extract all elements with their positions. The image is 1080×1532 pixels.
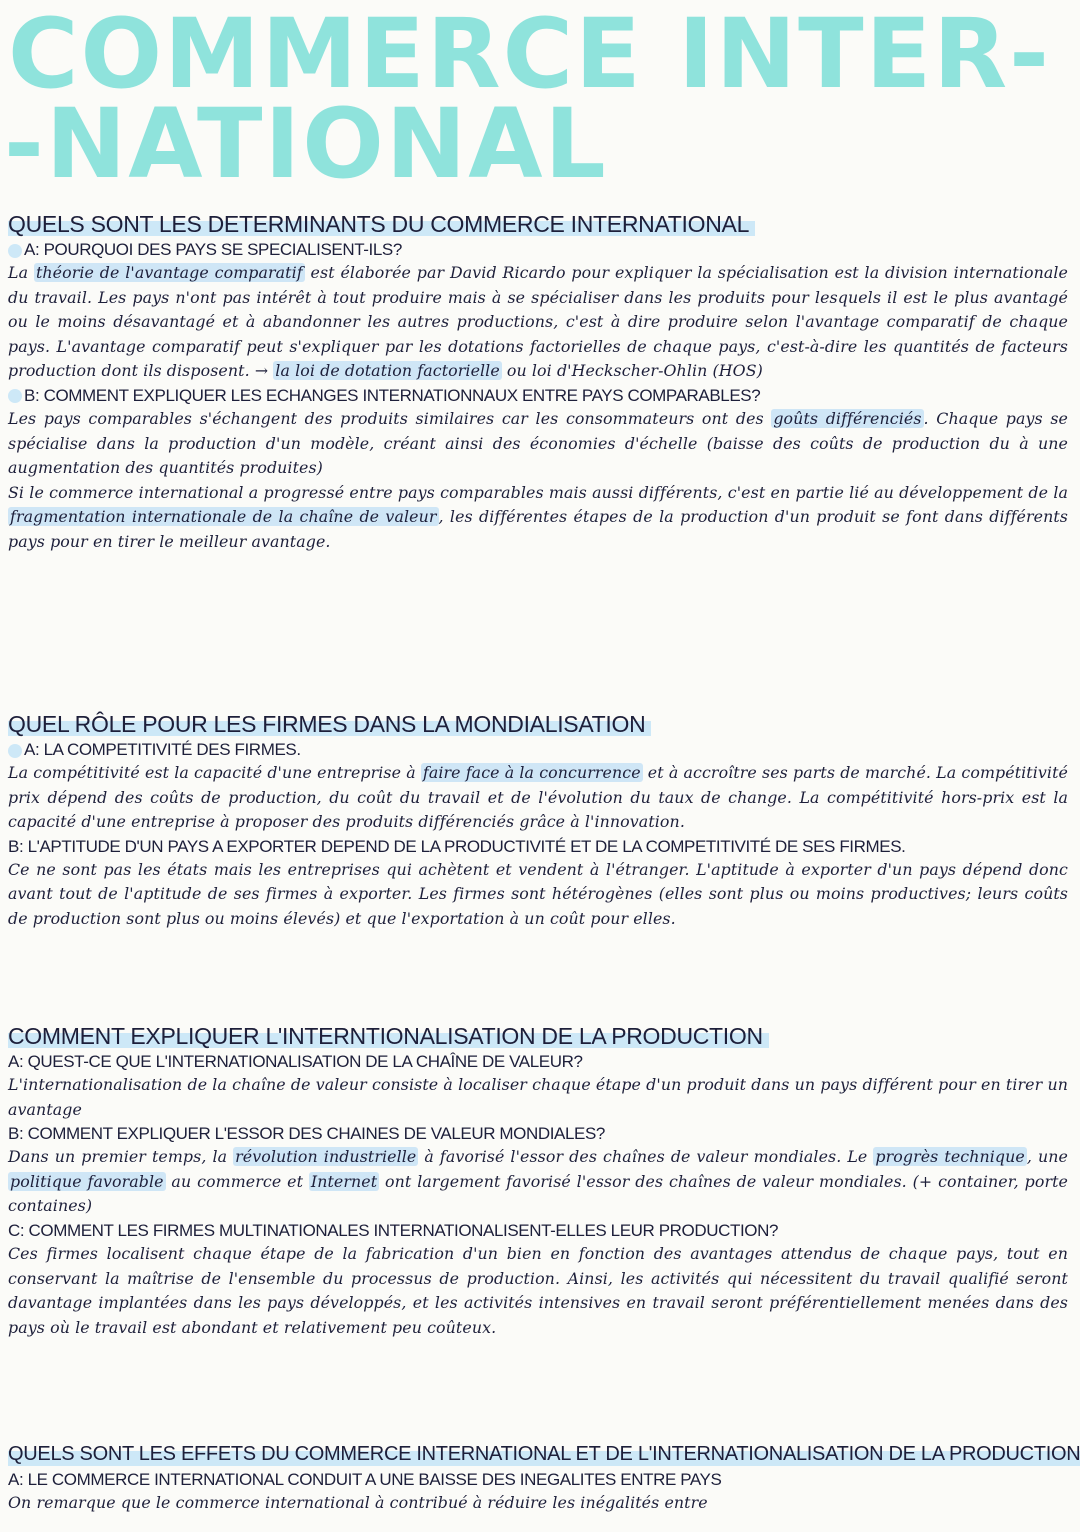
highlighted-text: goûts différenciés — [773, 408, 922, 428]
highlight-dot-icon — [8, 744, 22, 758]
section-heading: QUELS SONT LES DETERMINANTS DU COMMERCE INTERNATIONAL — [8, 210, 755, 238]
subheading-b: B: L'APTITUDE D'UN PAYS A EXPORTER DEPEND DE LA PRODUCTIVITÉ ET DE LA COMPETITIVITÉ DE SES FIRMES. — [8, 836, 906, 856]
highlight-dot-icon — [8, 244, 22, 258]
text-run: Si le commerce international a progressé entre pays comparables mais aussi différents, c'est en partie lié au développement de la — [8, 482, 1068, 502]
section-effets — [8, 1440, 1080, 1516]
subheading-a: A: LE COMMERCE INTERNATIONAL CONDUIT A UNE BAISSE DES INEGALITES ENTRE PAYS — [8, 1470, 722, 1489]
text-run: , une — [1026, 1147, 1068, 1167]
text-run: On remarque que le commerce international à contribué à réduire les inégalités entre — [8, 1493, 708, 1512]
text-run: est élaborée par David Ricardo pour expliquer la spécialisation est la division internationale du travail. Les pays n'ont pas intérêt à tout produire mais à se spécialiser dans les produits pour lesquels il est le plus avantagé ou le moins désavantagé et à abandonner les autres productions, c'est à dire produire selon l'avantage comparatif de chaque pays. L'avantage comparatif peut s'expliquer par les dotations factorielles de chaque pays, c'est-à-dire les quantités de facteurs production dont ils disposent. → — [8, 263, 1069, 381]
paragraph — [8, 761, 1068, 835]
text-run: La compétitivité est la capacité d'une entreprise à — [8, 763, 421, 782]
section-heading: COMMENT EXPLIQUER L'INTERNTIONALISATION DE LA PRODUCTION — [8, 1022, 769, 1050]
text-run: Ce ne sont pas les états mais les entreprises qui achètent et vendent à l'étranger. L'aptitude à exporter d'un pays dépend donc avant tout de l'aptitude de ses firmes à exporter. Les firmes sont hétérogènes (elles sont plus ou moins productives; leurs coûts de production sont plus ou moins élevés) et que l'exportation à un coût pour elles. — [8, 859, 1068, 928]
text-run: à favorisé l'essor des chaînes de valeur mondiales. Le — [418, 1147, 874, 1167]
paragraph — [8, 407, 1068, 481]
highlighted-text: progrès technique — [875, 1147, 1025, 1167]
section-firmes — [8, 710, 1068, 932]
subheading-b: B: COMMENT EXPLIQUER LES ECHANGES INTERNATIONNAUX ENTRE PAYS COMPARABLES? — [8, 384, 1068, 407]
subheading-c: C: COMMENT LES FIRMES MULTINATIONALES INTERNATIONALISENT-ELLES LEUR PRODUCTION? — [8, 1220, 779, 1240]
section-heading: QUEL RÔLE POUR LES FIRMES DANS LA MONDIALISATION — [8, 710, 651, 738]
paragraph — [8, 858, 1068, 932]
paragraph — [8, 261, 1068, 384]
highlighted-text: théorie de l'avantage comparatif — [35, 263, 303, 282]
title-line-2: -NATIONAL — [4, 88, 608, 200]
text-run: ou loi d'Heckscher-Ohlin (HOS) — [501, 361, 763, 381]
highlight-dot-icon — [8, 389, 22, 403]
text-run: Les pays comparables s'échangent des produits similaires car les consommateurs ont des — [8, 408, 772, 428]
paragraph — [8, 1242, 1068, 1340]
text-run: et à accroître ses parts de marché. La compétitivité prix dépend des coûts de production, du coût du travail et de l'évolution du taux de change. La compétitivité hors-prix est la capacité d'une entreprise à proposer des produits différenciés grâce à l'innovation. — [8, 763, 1068, 832]
subheading-a: A: QUEST-CE QUE L'INTERNATIONALISATION DE LA CHAÎNE DE VALEUR? — [8, 1052, 583, 1071]
paragraph — [8, 481, 1068, 555]
paragraph — [8, 1073, 1068, 1122]
paragraph — [8, 1491, 1068, 1516]
text-run: au commerce et — [165, 1171, 309, 1191]
highlighted-text: fragmentation internationale de la chaîne de valeur — [10, 507, 437, 527]
title-line-1: COMMERCE INTER- — [8, 0, 1051, 110]
text-run: L'internationalisation de la chaîne de valeur consiste à localiser chaque étape d'un produit dans un pays différent pour en tirer un avantage — [8, 1075, 1068, 1119]
highlighted-text: faire face à la concurrence — [422, 763, 641, 782]
highlighted-text: la loi de dotation factorielle — [275, 361, 500, 381]
text-run: ont largement favorisé l'essor des chaînes de valeur mondiales. (+ container, porte containes) — [8, 1171, 1068, 1216]
text-run: La — [8, 263, 34, 282]
section-internationalisation — [8, 1022, 1068, 1340]
section-determinants — [8, 210, 1068, 555]
paragraph — [8, 1145, 1068, 1219]
section-heading: QUELS SONT LES EFFETS DU COMMERCE INTERNATIONAL ET DE L'INTERNATIONALISATION DE LA PRODUCTION — [8, 1440, 1080, 1468]
text-run: , les différentes étapes de la production d'un produit se font dans différents pays pour en tirer le meilleur avantage. — [8, 507, 1068, 551]
subheading-a: A: LA COMPETITIVITÉ DES FIRMES. — [8, 738, 1068, 761]
subheading-a: A: POURQUOI DES PAYS SE SPECIALISENT-ILS? — [8, 238, 1068, 261]
subheading-b: B: COMMENT EXPLIQUER L'ESSOR DES CHAINES DE VALEUR MONDIALES? — [8, 1124, 605, 1144]
text-run: Ces firmes localisent chaque étape de la fabrication d'un bien en fonction des avantages attendus de chaque pays, tout en conservant la maîtrise de l'ensemble du processus de production. Ainsi, les activités qui nécessitent du travail qualifié seront davantage implantées dans les pays développés, et les activités intensives en travail seront préférentiellement menées dans des pays où le travail est abondant et relativement peu coûteux. — [8, 1243, 1068, 1337]
highlighted-text: révolution industrielle — [235, 1147, 417, 1167]
text-run: . Chaque pays se spécialise dans la production d'un modèle, créant ainsi des économies d'échelle (baisse des coûts de production du à une augmentation des quantités produites) — [8, 408, 1069, 478]
highlighted-text: politique favorable — [10, 1171, 164, 1191]
text-run: Dans un premier temps, la — [8, 1147, 234, 1167]
highlighted-text: Internet — [310, 1171, 378, 1191]
